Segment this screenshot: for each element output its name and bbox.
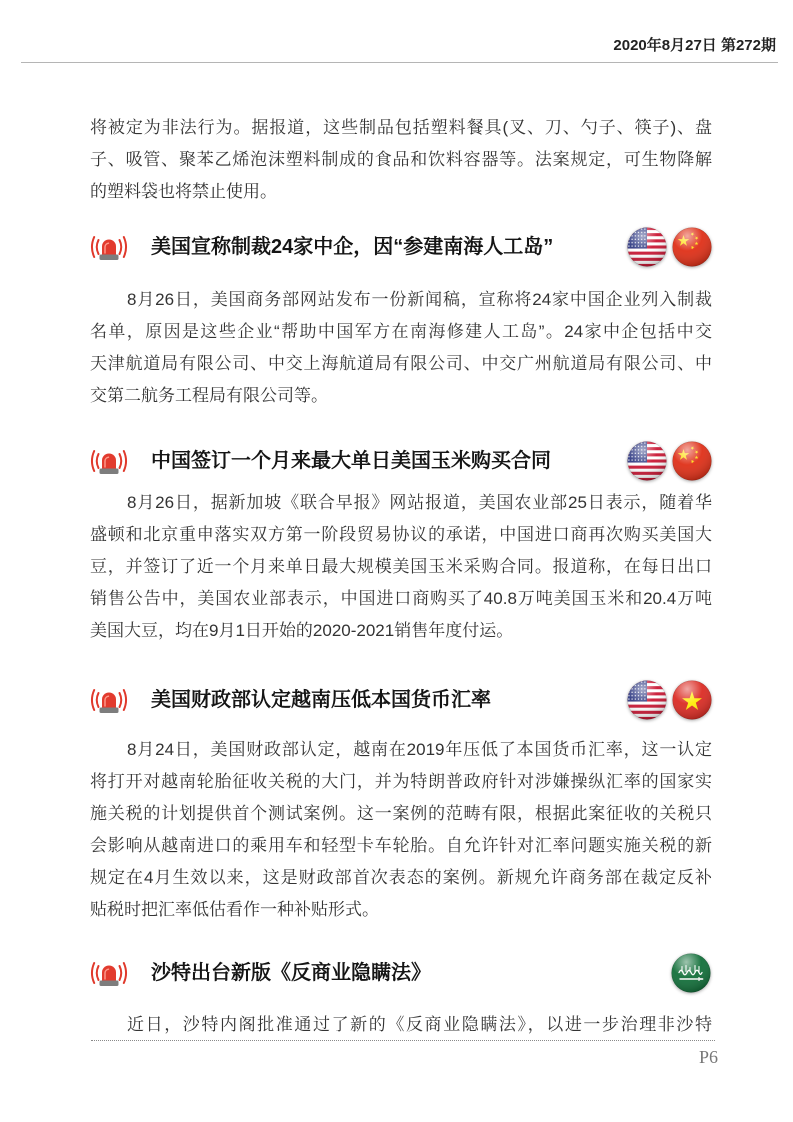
section-title: 中国签订一个月来最大单日美国玉米购买合同	[151, 450, 551, 472]
section-paragraph-3	[90, 734, 712, 926]
paragraph-line: 子、吸管、聚苯乙烯泡沫塑料制成的食品和饮料容器等。法案规定，可生物降解	[90, 150, 712, 169]
page-number: P6	[699, 1047, 719, 1067]
paragraph-line: 8月26日，据新加坡《联合早报》网站报道，美国农业部25日表示，随着华	[127, 493, 712, 512]
paragraph-line: 美国大豆，均在9月1日开始的2020-2021销售年度付运。	[90, 621, 514, 640]
vietnam-flag-icon	[672, 680, 712, 720]
section-paragraph-1	[90, 284, 712, 412]
paragraph-line: 名单，原因是这些企业“帮助中国军方在南海修建人工岛”。24家中企包括中交	[90, 322, 712, 341]
section-heading-4	[0, 953, 793, 993]
intro-paragraph	[90, 112, 712, 208]
us-flag-icon	[627, 680, 667, 720]
issue-date-label: 2020年8月27日 第272期	[613, 37, 776, 54]
section-heading-1	[0, 227, 793, 267]
section-title: 沙特出台新版《反商业隐瞒法》	[151, 962, 431, 984]
alarm-icon	[90, 446, 128, 476]
footer-divider	[91, 1040, 715, 1041]
paragraph-line: 将被定为非法行为。据报道，这些制品包括塑料餐具(叉、刀、勺子、筷子)、盘	[90, 118, 712, 137]
paragraph-line: 将打开对越南轮胎征收关税的大门，并为特朗普政府针对涉嫌操纵汇率的国家实	[90, 772, 712, 791]
section-heading-2	[0, 441, 793, 481]
section-paragraph-4	[90, 1009, 712, 1041]
paragraph-line: 豆，并签订了近一个月来单日最大规模美国玉米采购合同。报道称，在每日出口	[90, 557, 712, 576]
paragraph-line: 贴税时把汇率低估看作一种补贴形式。	[90, 900, 379, 919]
alarm-icon	[90, 685, 128, 715]
section-title: 美国财政部认定越南压低本国货币汇率	[151, 689, 491, 711]
paragraph-line: 盛顿和北京重申落实双方第一阶段贸易协议的承诺，中国进口商再次购买美国大	[90, 525, 712, 544]
paragraph-line: 天津航道局有限公司、中交上海航道局有限公司、中交广州航道局有限公司、中	[90, 354, 712, 373]
section-paragraph-2	[90, 487, 712, 647]
section-title: 美国宣称制裁24家中企，因“参建南海人工岛”	[151, 236, 554, 258]
us-flag-icon	[627, 441, 667, 481]
paragraph-line: 交第二航务工程局有限公司等。	[90, 386, 328, 405]
paragraph-line: 规定在4月生效以来，这是财政部首次表态的案例。新规允许商务部在裁定反补	[90, 868, 712, 887]
paragraph-line: 销售公告中，美国农业部表示，中国进口商购买了40.8万吨美国玉米和20.4万吨	[90, 589, 712, 608]
header-divider	[21, 62, 778, 63]
paragraph-line: 会影响从越南进口的乘用车和轻型卡车轮胎。自允许针对汇率问题实施关税的新	[90, 836, 712, 855]
paragraph-line: 近日，沙特内阁批准通过了新的《反商业隐瞒法》，以进一步治理非沙特	[127, 1015, 712, 1034]
alarm-icon	[90, 232, 128, 262]
china-flag-icon	[672, 441, 712, 481]
alarm-icon	[90, 958, 128, 988]
paragraph-line: 的塑料袋也将禁止使用。	[90, 182, 277, 201]
saudi-flag-icon	[671, 953, 711, 993]
us-flag-icon	[627, 227, 667, 267]
china-flag-icon	[672, 227, 712, 267]
section-heading-3	[0, 680, 793, 720]
paragraph-line: 8月26日，美国商务部网站发布一份新闻稿，宣称将24家中国企业列入制裁	[127, 290, 712, 309]
paragraph-line: 8月24日，美国财政部认定，越南在2019年压低了本国货币汇率，这一认定	[127, 740, 712, 759]
paragraph-line: 施关税的计划提供首个测试案例。这一案例的范畴有限，根据此案征收的关税只	[90, 804, 712, 823]
